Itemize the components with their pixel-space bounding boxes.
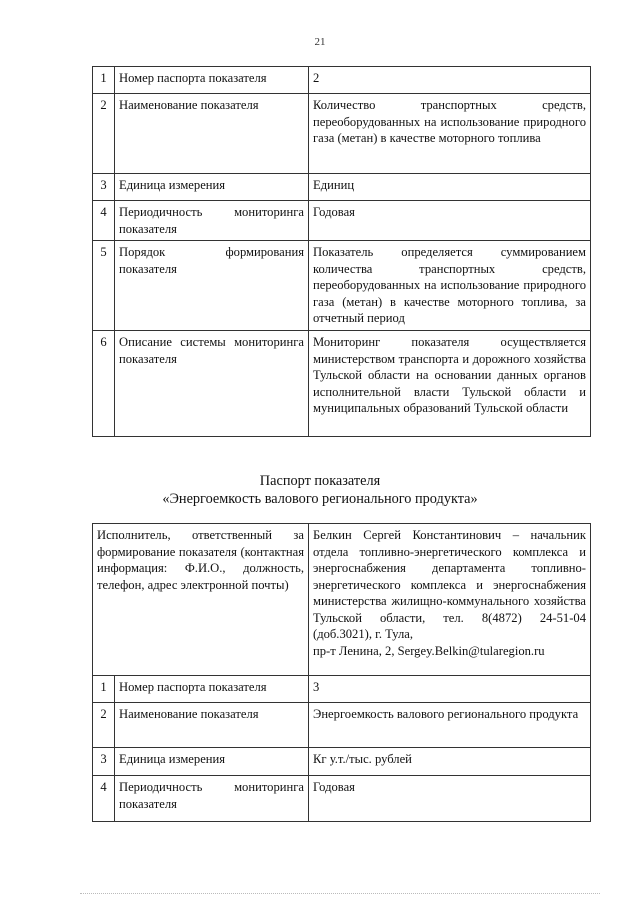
row-number: 2	[93, 703, 115, 748]
row-label: Номер паспорта показателя	[115, 676, 309, 703]
table-row	[93, 748, 591, 776]
table-row	[93, 703, 591, 748]
table-row	[93, 776, 591, 822]
row-number: 6	[93, 331, 115, 437]
row-value: Энергоемкость валового регионального продукта	[309, 703, 591, 748]
table-row	[93, 174, 591, 201]
row-value: 3	[309, 676, 591, 703]
row-label: Наименование показателя	[115, 94, 309, 174]
page-bottom-artifact	[80, 893, 600, 896]
row-label: Описание системы мониторинга показателя	[115, 331, 309, 437]
row-number: 4	[93, 776, 115, 822]
responsible-row	[93, 524, 591, 676]
row-label: Порядок формирования показателя	[115, 241, 309, 331]
responsible-value	[309, 524, 591, 676]
row-label: Периодичность мониторинга показателя	[115, 776, 309, 822]
table-row	[93, 67, 591, 94]
row-number: 3	[93, 174, 115, 201]
indicator-passport-table-1	[92, 66, 591, 437]
responsible-label: Исполнитель, ответственный за формирование показателя (контактная информация: Ф.И.О., должность, телефон, адрес электронной почты)	[93, 524, 309, 676]
row-number: 1	[93, 676, 115, 703]
page-number: 21	[314, 36, 326, 48]
indicator-passport-table-2	[92, 523, 591, 822]
row-value: Годовая	[309, 201, 591, 241]
row-label: Единица измерения	[115, 748, 309, 776]
responsible-address-email: пр-т Ленина, 2, Sergey.Belkin@tularegion.ru	[313, 643, 545, 658]
row-value: Кг у.т./тыс. рублей	[309, 748, 591, 776]
row-value: Количество транспортных средств, переоборудованных на использование природного газа (метан) в качестве моторного топлива	[309, 94, 591, 174]
row-label: Наименование показателя	[115, 703, 309, 748]
table-row	[93, 94, 591, 174]
row-value: Годовая	[309, 776, 591, 822]
row-value: 2	[309, 67, 591, 94]
table-row	[93, 241, 591, 331]
section-heading-title: Паспорт показателя	[259, 473, 381, 489]
row-number: 5	[93, 241, 115, 331]
row-value: Единиц	[309, 174, 591, 201]
row-number: 1	[93, 67, 115, 94]
responsible-contact-text: Белкин Сергей Константинович – начальник отдела топливно-энергетического комплекса и энергоснабжения департамента топливно-энергетического комплекса и энергоснабжения министерства жилищно-коммунального хозяйства Тульской области, тел. 8(4872) 24-51-04 (доб.3021), г. Тула,	[313, 528, 586, 641]
section-heading-subtitle: «Энергоемкость валового регионального продукта»	[162, 491, 478, 507]
row-value: Показатель определяется суммированием количества транспортных средств, переоборудованных на использование природного газа (метан) в качестве моторного топлива, за отчетный период	[309, 241, 591, 331]
row-number: 4	[93, 201, 115, 241]
row-number: 2	[93, 94, 115, 174]
row-label: Периодичность мониторинга показателя	[115, 201, 309, 241]
row-label: Единица измерения	[115, 174, 309, 201]
row-number: 3	[93, 748, 115, 776]
row-label: Номер паспорта показателя	[115, 67, 309, 94]
table-row	[93, 201, 591, 241]
row-value: Мониторинг показателя осуществляется министерством транспорта и дорожного хозяйства Тульской области на основании данных органов исполнительной власти Тульской области и муниципальных образований Тульской области	[309, 331, 591, 437]
table-row	[93, 676, 591, 703]
table-row	[93, 331, 591, 437]
